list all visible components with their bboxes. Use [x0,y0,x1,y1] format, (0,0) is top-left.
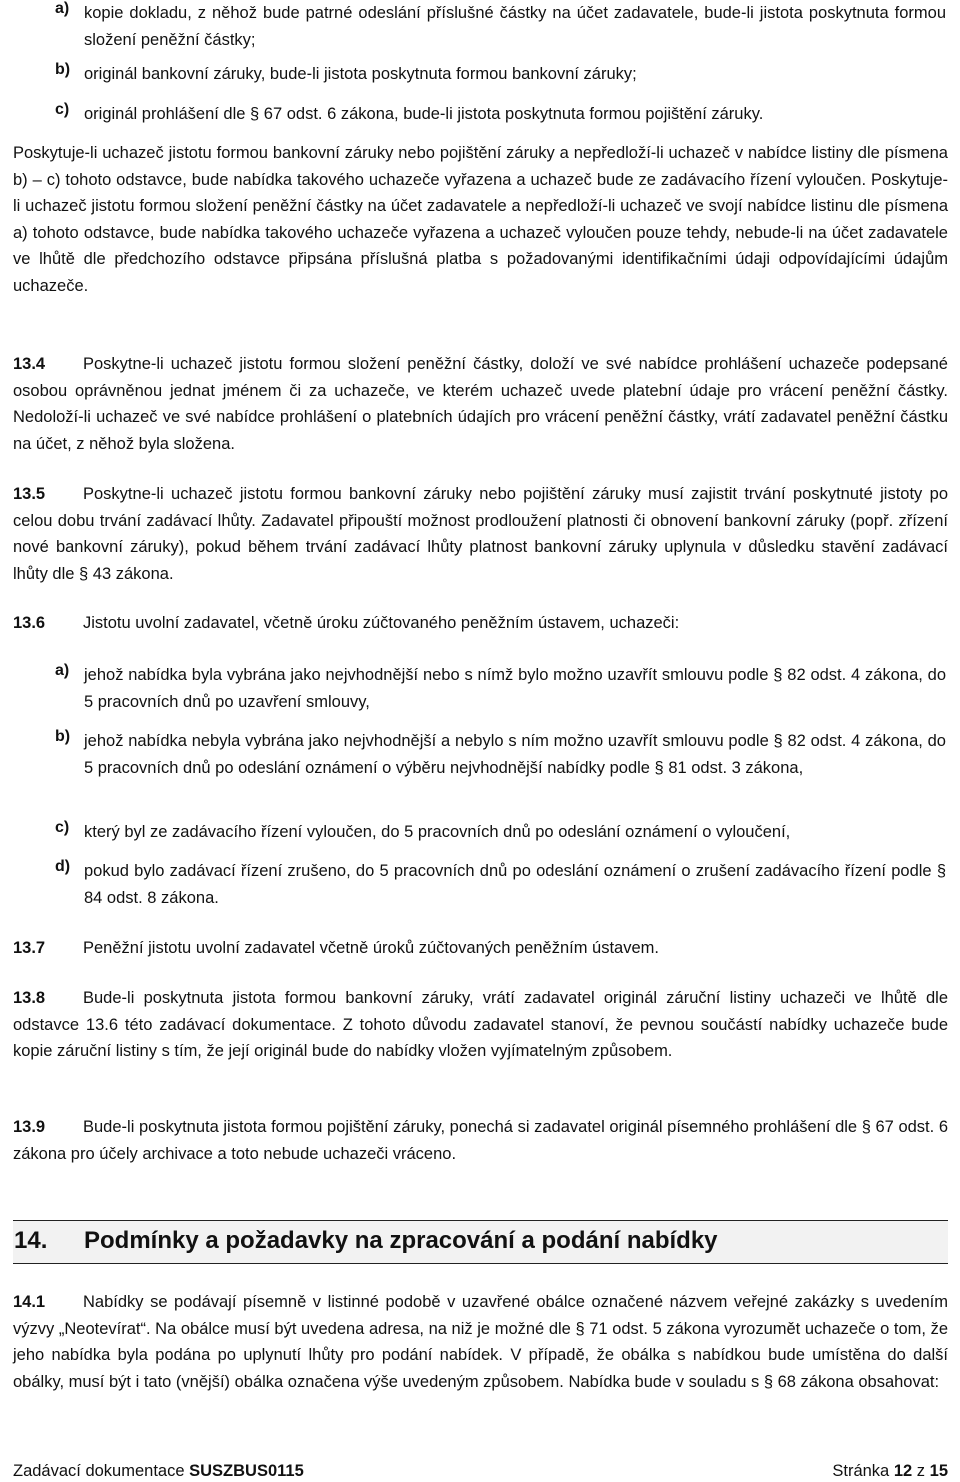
section-text: Poskytne-li uchazeč jistotu formou bankovní záruky nebo pojištění záruky musí zajistit trvání poskytnuté jistoty po celou dobu trvání zadávací lhůty. Zadavatel připouští možnost prodloužení platnosti či obnovení bankovní záruky (popř. zřízení nové bankovní záruky), pokud během trvání zadávací lhůty platnost bankovní záruky uplynula v důsledku stavění zadávací lhůty dle § 43 zákona. [13,485,948,583]
section-number: 13.8 [13,989,46,1007]
list-text: jehož nabídka nebyla vybrána jako nejvhodnější a nebylo s ním možno uzavřít smlouvu podle § 82 odst. 4 zákona, do 5 pracovních dnů po odeslání oznámení o výběru nejvhodnější nabídky podle § 81 odst. 3 zákona, [84,732,946,777]
section-13-7 [13,935,948,962]
section-number: 13.7 [13,939,46,957]
list-item [56,61,946,88]
section-text: Poskytne-li uchazeč jistotu formou složení peněžní částky, doloží ve své nabídce prohlášení uchazeče podepsané osobou oprávněnou jednat jménem či za uchazeče, ve kterém uchazeč uvede platební údaje pro vrácení peněžní částky. Nedoloží-li uchazeč ve své nabídce prohlášení o platebních údajích pro vrácení peněžní částky, vrátí zadavatel peněžní částku na účet, z něhož byla složena. [13,355,948,453]
list-text: který byl ze zadávacího řízení vyloučen, do 5 pracovních dnů po odeslání oznámení o vyloučení, [84,823,791,841]
list-key: c) [55,819,70,836]
section-14-1 [13,1289,948,1395]
section-text: Bude-li poskytnuta jistota formou bankovní záruky, vrátí zadavatel originál záruční listiny uchazeči ve lhůtě dle odstavce 13.6 této zadávací dokumentace. Z tohoto důvodu zadavatel stanoví, že pevnou součástí nabídky uchazeče bude kopie záruční listiny s tím, že její originál bude do nabídky vložen vyjímatelným způsobem. [13,989,948,1060]
section-13-5 [13,481,948,587]
section-heading [13,1220,948,1264]
section-text: Bude-li poskytnuta jistota formou pojištění záruky, ponechá si zadavatel originál písemného prohlášení dle § 67 odst. 6 zákona pro účely archivace a toto nebude uchazeči vráceno. [13,1118,948,1163]
list-text: kopie dokladu, z něhož bude patrné odeslání příslušné částky na účet zadavatele, bude-li jistota poskytnuta formou složení peněžní částky; [84,4,946,49]
list-item [56,662,946,715]
section-number: 13.4 [13,355,46,373]
footer-doc-label: Zadávací dokumentace [13,1462,185,1480]
section-13-4 [13,351,948,457]
section-number: 13.9 [13,1118,46,1136]
footer-doc-code: SUSZBUS0115 [189,1462,304,1480]
list-key: b) [55,61,71,78]
heading-title: Podmínky a požadavky na zpracování a podání nabídky [84,1227,718,1254]
list-key: a) [55,662,70,679]
footer-page-label: Stránka [832,1462,890,1480]
section-number: 14.1 [13,1293,46,1311]
list-item [56,0,946,53]
section-13-9 [13,1114,948,1167]
paragraph [13,140,948,299]
section-number: 13.5 [13,485,46,503]
list-item [56,728,946,781]
list-item [56,819,946,846]
list-item [56,101,946,128]
list-key: d) [55,858,71,875]
list-key: c) [55,101,70,118]
footer-document-label [13,1460,304,1482]
footer-page-current: 12 [893,1462,913,1480]
list-key: a) [55,0,70,17]
footer-page-total: 15 [929,1462,948,1480]
paragraph-text: Poskytuje-li uchazeč jistotu formou bankovní záruky nebo pojištění záruky a nepředloží-li uchazeč v nabídce listiny dle písmena b) – c) tohoto odstavce, bude nabídka takového uchazeče vyřazena a uchazeč bude ze zadávacího řízení vyloučen. Poskytuje-li uchazeč jistotu formou složení peněžní částky na účet zadavatele a nepředloží-li uchazeč ve svojí nabídce listinu dle písmena a) tohoto odstavce, bude nabídka takového uchazeče vyřazena a uchazeč vyloučen pouze tehdy, nebude-li na účet zadavatele ve lhůtě dle předchozího odstavce připsána příslušná platba s požadovanými identifikačními údaji odpovídajícími údajům uchazeče. [13,144,948,295]
section-13-6 [13,610,948,637]
list-text: jehož nabídka byla vybrána jako nejvhodnější nebo s nímž bylo možno uzavřít smlouvu podle § 82 odst. 4 zákona, do 5 pracovních dnů po uzavření smlouvy, [84,666,946,711]
footer-page-sep: z [916,1462,926,1480]
section-number: 13.6 [13,614,46,632]
section-text: Nabídky se podávají písemně v listinné podobě v uzavřené obálce označené názvem veřejné zakázky s uvedením výzvy „Neotevírat“. Na obálce musí být uvedena adresa, na niž je možné dle § 71 odst. 5 zákona vyrozumět uchazeče o tom, že jeho nabídka byla podána po uplynutí lhůty pro podání nabídek. V případě, že obálka s nabídkou bude umístěna do další obálky, musí být i tato (vnější) obálka označena výše uvedeným způsobem. Nabídka bude v souladu s § 68 zákona obsahovat: [13,1293,948,1391]
list-item [56,858,946,911]
list-key: b) [55,728,71,745]
section-13-8 [13,985,948,1065]
document-page [13,0,948,1482]
list-text: originál bankovní záruky, bude-li jistota poskytnuta formou bankovní záruky; [84,65,637,83]
footer-page-number [832,1460,948,1482]
list-text: pokud bylo zadávací řízení zrušeno, do 5 pracovních dnů po odeslání oznámení o zrušení zadávacího řízení podle § 84 odst. 8 zákona. [84,862,946,907]
section-text: Peněžní jistotu uvolní zadavatel včetně úroků zúčtovaných peněžním ústavem. [83,939,659,957]
list-text: originál prohlášení dle § 67 odst. 6 zákona, bude-li jistota poskytnuta formou pojištění záruky. [84,105,764,123]
heading-number: 14. [14,1227,48,1254]
section-text: Jistotu uvolní zadavatel, včetně úroku zúčtovaného peněžním ústavem, uchazeči: [83,614,680,632]
